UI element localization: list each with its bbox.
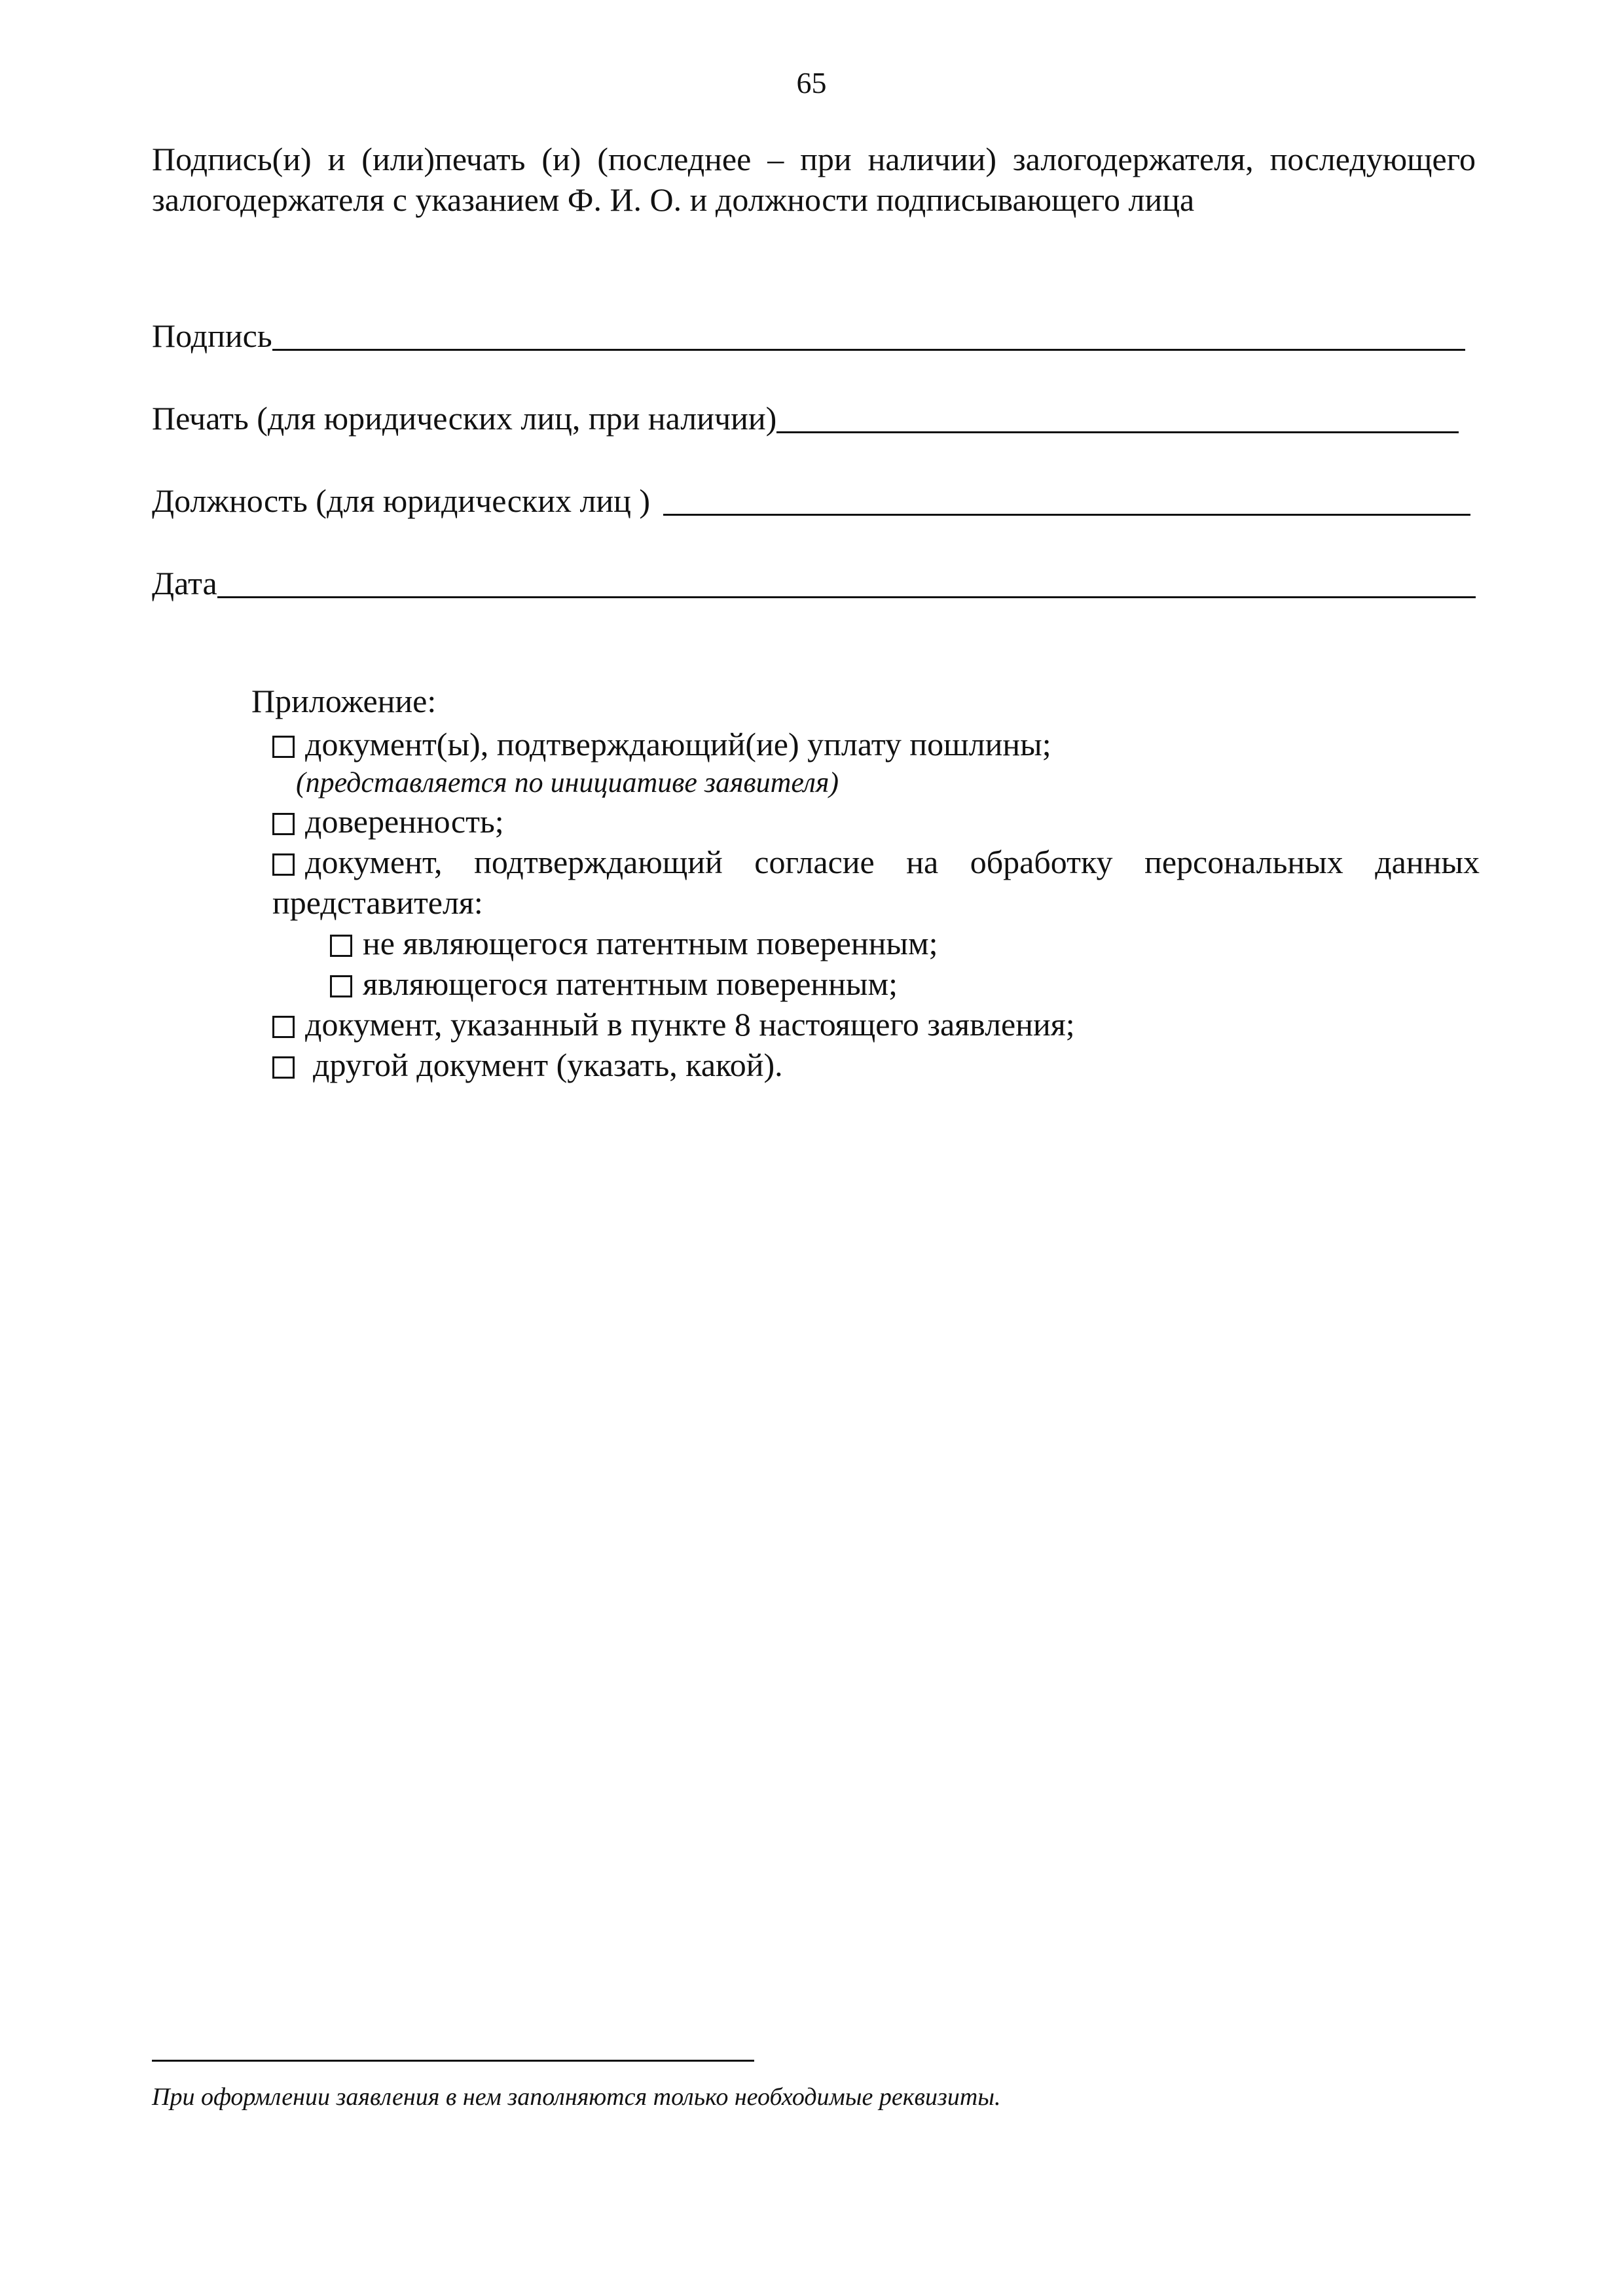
footnote: При оформлении заявления в нем заполняются только необходимые реквизиты. <box>152 2083 1001 2111</box>
appendix-heading: Приложение: <box>251 683 437 719</box>
checkbox-icon[interactable] <box>272 853 295 876</box>
signature-label: Подпись <box>152 317 272 354</box>
footnote-divider <box>152 2060 754 2062</box>
appendix-item-label: документ, указанный в пункте 8 настоящего заявления; <box>305 1006 1075 1043</box>
checkbox-icon[interactable] <box>330 975 352 997</box>
checkbox-icon[interactable] <box>272 1016 295 1038</box>
appendix-fee-note: (представляется по инициативе заявителя) <box>296 766 839 798</box>
position-line[interactable] <box>663 476 1470 516</box>
signature-line[interactable] <box>272 311 1465 351</box>
appendix-item-label: доверенность; <box>305 803 504 840</box>
appendix-subitem-patent-attorney <box>330 963 1480 1004</box>
appendix-item-point-8-document <box>272 1004 1480 1045</box>
date-line[interactable] <box>217 558 1476 598</box>
appendix-item-label: документ(ы), подтверждающий(ие) уплату пошлины; <box>305 726 1051 762</box>
seal-field <box>152 391 1459 437</box>
checkbox-icon[interactable] <box>272 736 295 758</box>
position-label: Должность (для юридических лиц ) <box>152 482 651 519</box>
seal-label: Печать (для юридических лиц, при наличии) <box>152 400 777 437</box>
appendix-item-other-document <box>272 1045 1480 1085</box>
appendix-item-fee-document <box>272 724 1480 764</box>
checkbox-icon[interactable] <box>330 935 352 957</box>
appendix-subitem-not-patent-attorney <box>330 923 1480 963</box>
appendix-item-label: не являющегося патентным поверенным; <box>363 925 938 961</box>
date-label: Дата <box>152 565 217 601</box>
appendix-item-label: другой документ (указать, какой). <box>313 1047 783 1083</box>
checkbox-icon[interactable] <box>272 813 295 835</box>
appendix-item-consent-document <box>272 842 1480 923</box>
signature-field <box>152 309 1465 355</box>
appendix-item-label-continued: представителя: <box>272 884 483 921</box>
seal-line[interactable] <box>776 393 1459 433</box>
signature-instructions: Подпись(и) и (или)печать (и) (последнее – при наличии) залогодержателя, последующего залогодержателя с указанием Ф. И. О. и должности подписывающего лица <box>152 141 1476 218</box>
position-field <box>152 474 1470 520</box>
checkbox-icon[interactable] <box>272 1056 295 1079</box>
appendix-section <box>251 681 1480 1085</box>
appendix-item-label: документ, подтверждающий согласие на обработку персональных данных <box>305 844 1480 880</box>
appendix-item-label: являющегося патентным поверенным; <box>363 965 898 1002</box>
date-field <box>152 556 1476 602</box>
page-number: 65 <box>796 66 827 99</box>
appendix-item-power-of-attorney <box>272 801 1480 842</box>
